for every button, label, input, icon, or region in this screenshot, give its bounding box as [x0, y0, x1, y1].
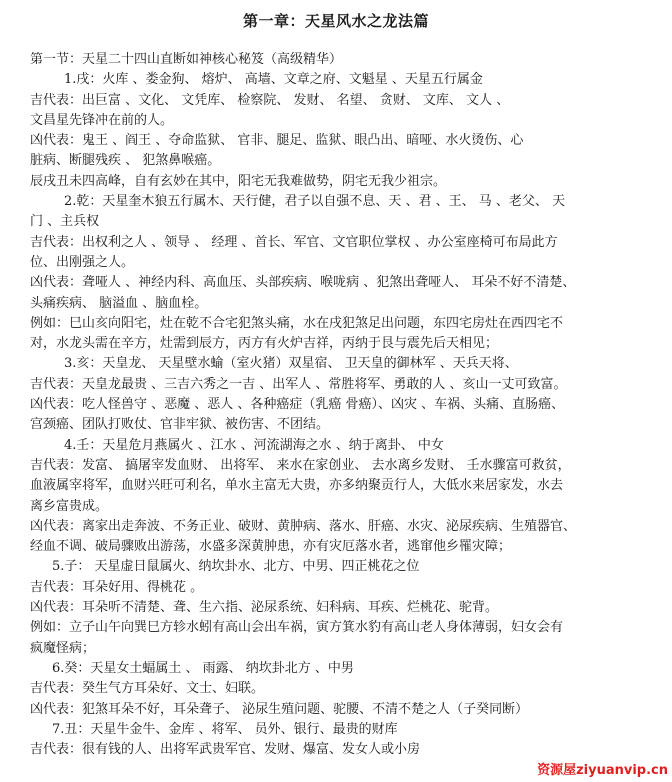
text-line: 凶代表：犯煞耳朵不好，耳朵聋子、 泌尿生殖问题、驼腰、不清不楚之人（子癸同断）	[30, 701, 529, 717]
text-line: 凶代表：鬼王 、阎王 、夺命监狱、 官非、腿足、监狱、眼凸出、暗哑、水火烫伤、心	[30, 133, 524, 149]
text-line: 5.子： 天星虚日鼠属火、纳坎卦水、北方、中男、四正桃花之位	[52, 559, 420, 575]
text-line: 吉代表：发富、 搞屠宰发血财、 出将军、 来水在家创业、 去水离乡发财、 壬水骤富可救贫，	[30, 457, 571, 473]
text-line: 吉代表：出巨富 、文化、 文凭库、 检察院、 发财、 名望、 贪财、 文库、 文人 、	[30, 92, 510, 108]
text-line: 凶代表：吃人怪兽守 、恶魔 、恶人 、各种癌症（乳癌 骨癌）、凶灾 、车祸、头痛、直肠癌、	[30, 397, 565, 413]
text-line: 对，水龙头需在辛方，灶需到辰方，丙方有火炉吉祥，丙纳于艮与震先后天相见；	[30, 336, 499, 352]
text-line: 6.癸：天星女土蝠属土 、 雨露、 纳坎卦北方 、中男	[52, 660, 354, 676]
document-body	[30, 50, 666, 760]
text-line: 1.戌：火库 、娄金狗、 熔炉、 高墙、文章之府、文魁星 、天星五行属金	[64, 72, 483, 88]
text-line: 吉代表：很有钱的人、出将军武贵军官、发财、爆富、发女人或小房	[30, 742, 421, 758]
text-line: 血液属宰将军，血财兴旺可利名，单水主富无大贵，亦多纳聚贡行人，大低水来居家发，水去	[30, 478, 564, 494]
text-line: 例如：立子山午向巽巳方轸水蚓有高山会出车祸，寅方箕水豹有高山老人身体薄弱，妇女会有	[30, 620, 564, 636]
text-line: 疯魔怪病；	[30, 640, 96, 656]
text-line: 门 、主兵权	[30, 214, 100, 230]
text-line: 吉代表：出权利之人 、领导 、 经理 、首长、军官、文官职位掌权 、办公室座椅可布局此方	[30, 234, 558, 250]
text-line: 宫颈癌、团队打败仗、官非牢狱、被伤害、不团结。	[30, 417, 330, 433]
text-line: 例如：巳山亥向阳宅，灶在乾不合宅犯煞头痛，水在戌犯煞足出问题，东四宅房灶在西四宅不	[30, 315, 564, 331]
text-line: 吉代表：耳朵好用、得桃花 。	[30, 579, 204, 595]
text-line: 2.乾：天星奎木狼五行属木、天行健，君子以自强不息、天 、君 、王、 马 、老父、 天	[64, 194, 566, 210]
text-line: 吉代表：癸生气方耳朵好、文士、妇联。	[30, 681, 265, 697]
text-line: 凶代表：聋哑人 、神经内科、高血压、头部疾病、喉咙病 、犯煞出聋哑人、 耳朵不好不清楚、	[30, 275, 576, 291]
text-line: 凶代表：耳朵听不清楚、聋、生六指、泌尿系统、妇科病、耳疾、烂桃花、驼背。	[30, 600, 499, 616]
text-line: 头痛疾病、 脑溢血 、脑血栓。	[30, 295, 208, 311]
text-line: 第一节：天星二十四山直断如神核心秘笈（高级精华）	[30, 52, 343, 67]
text-line: 位、出刚强之人。	[30, 254, 135, 270]
text-line: 3.亥：天皇龙、 天星壁水蝓（室火猪）双星宿、 卫天皇的御林军 、天兵天将、	[64, 356, 518, 372]
text-line: 凶代表：离家出走奔波、不务正业、破财、黄肿病、落水、肝癌、水灾、泌尿疾病、生殖器官、	[30, 518, 577, 534]
watermark: 资源屋ziyuanvip.cn	[537, 763, 668, 778]
text-line: 7.丑：天星牛金牛、金库 、将军、 员外、银行、最贵的财库	[52, 721, 398, 737]
text-line: 吉代表：天皇龙最贵 、三吉六秀之一吉 、出军人 、常胜将军、勇敢的人 、亥山一丈可致富。	[30, 376, 567, 392]
text-line: 离乡富贵成。	[30, 498, 109, 514]
text-line: 脏病、断腿残疾 、 犯煞鼻喉癌。	[30, 153, 221, 169]
text-line: 4.壬：天星危月燕属火 、江水 、河流湖海之水 、纳于离卦、 中女	[64, 437, 444, 453]
text-line: 辰戌丑未四高峰，自有玄妙在其中，阳宅无我难做势，阴宅无我少祖宗。	[30, 173, 447, 189]
text-line: 经血不调、破局骤败出游荡，水盛多深黄肿患，亦有灾厄落水者，逃窜他乡罹灾障；	[30, 539, 512, 555]
chapter-title: 第一章：天星风水之龙法篇	[242, 12, 429, 30]
text-line: 文昌星先锋冲在前的人。	[30, 112, 174, 128]
